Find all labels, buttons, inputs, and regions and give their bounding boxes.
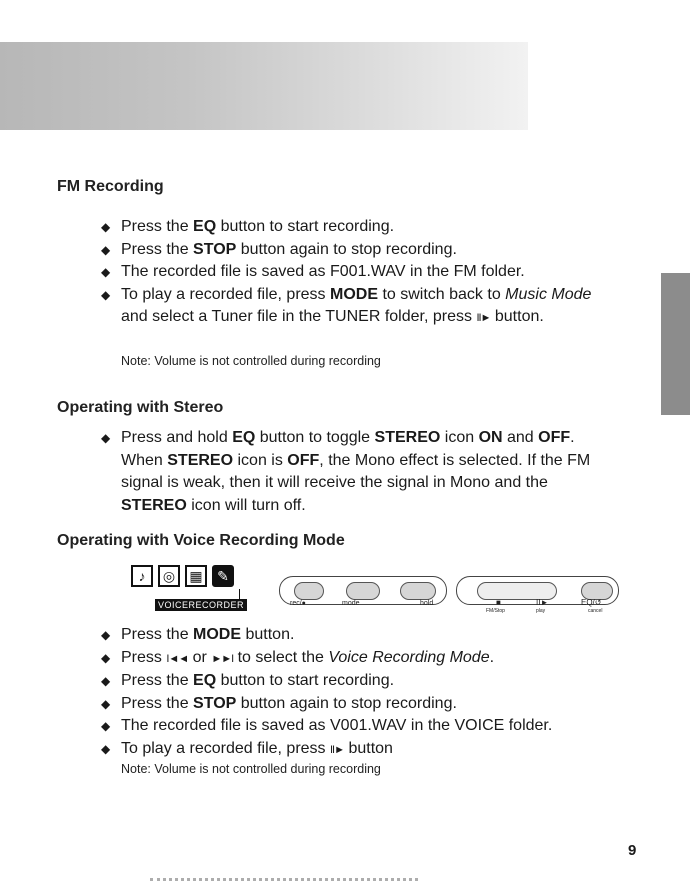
play-pause-icon: II► bbox=[536, 598, 549, 607]
bullet-text: and bbox=[502, 429, 539, 446]
voice-recording-note: Note: Volume is not controlled during recording bbox=[121, 762, 381, 776]
bullet-text: . When bbox=[121, 429, 575, 469]
bullet-item bbox=[101, 715, 641, 738]
music-note-icon: ♪ bbox=[131, 565, 153, 587]
bullet-text: OFF bbox=[538, 429, 571, 446]
hold-switch[interactable] bbox=[400, 582, 436, 600]
bullet-text: MODE bbox=[193, 626, 242, 643]
bullet-text: Press the bbox=[121, 240, 194, 258]
bullet-text: Press the bbox=[121, 218, 194, 235]
side-tab bbox=[661, 273, 690, 415]
bullet-text: button. bbox=[241, 626, 295, 643]
bullet-text: button again to stop recording. bbox=[236, 694, 457, 712]
bullet-text: to switch back to bbox=[378, 285, 506, 303]
page-number: 9 bbox=[628, 842, 637, 859]
bullet-item bbox=[101, 738, 641, 762]
rec-button[interactable] bbox=[294, 582, 324, 600]
bullet-item bbox=[101, 284, 621, 330]
bullet-text: Press the bbox=[121, 626, 194, 643]
bullet-text: Press and hold bbox=[121, 429, 233, 446]
voice-recording-list bbox=[101, 624, 641, 761]
play-label: play bbox=[536, 608, 546, 614]
bullet-item bbox=[101, 239, 621, 262]
bullet-text: . bbox=[489, 648, 495, 666]
bullet-text: button. bbox=[490, 308, 544, 325]
section-title-fm-recording: FM Recording bbox=[57, 178, 164, 195]
bullet-text: Press bbox=[121, 648, 167, 666]
hold-label: hold bbox=[420, 600, 434, 607]
bullet-text: EQ bbox=[193, 672, 217, 689]
mode-button[interactable] bbox=[346, 582, 380, 600]
bullet-text: STEREO bbox=[167, 451, 234, 469]
mode-label: mode bbox=[342, 600, 360, 607]
bullet-text: icon is bbox=[233, 451, 288, 469]
eq-label: EQ/↺ bbox=[581, 598, 602, 607]
bullet-text: The recorded file is saved as V001.WAV in the VOICE folder. bbox=[121, 717, 553, 734]
bullet-text: , the Mono effect is selected. If the FM signal is weak, then it will receive the signal in Mono and the bbox=[121, 451, 591, 491]
bullet-item bbox=[101, 427, 606, 517]
bullet-text: The recorded file is saved as F001.WAV in the FM folder. bbox=[121, 263, 525, 280]
section-title-stereo: Operating with Stereo bbox=[57, 399, 224, 416]
bullet-text: STEREO bbox=[121, 496, 187, 514]
mode-icons bbox=[131, 565, 234, 587]
rec-label: rec/● bbox=[290, 600, 306, 607]
bullet-text: MODE bbox=[330, 285, 378, 303]
bullet-text: ON bbox=[478, 429, 503, 446]
bullet-text: button to toggle bbox=[255, 429, 375, 446]
fm-stop-label: FM/Stop bbox=[486, 608, 505, 614]
fm-recording-note: Note: Volume is not controlled during recording bbox=[121, 354, 381, 368]
bullet-text: to select the bbox=[233, 648, 329, 666]
bullet-text: To play a recorded file, press bbox=[121, 739, 330, 757]
bullet-text: OFF bbox=[287, 451, 320, 469]
header-band bbox=[0, 42, 528, 130]
stop-icon: ■ bbox=[496, 598, 501, 607]
bullet-text: STOP bbox=[193, 240, 237, 258]
button-glyph: II► bbox=[330, 743, 344, 756]
bullet-text: STOP bbox=[193, 694, 237, 712]
bullet-item bbox=[101, 216, 621, 239]
button-glyph: ►►I bbox=[211, 652, 234, 665]
bullet-item bbox=[101, 624, 641, 647]
voice-recorder-label: VOICERECORDER bbox=[155, 599, 247, 611]
bullet-text: button again to stop recording. bbox=[236, 240, 457, 258]
bullet-item bbox=[101, 261, 621, 284]
stereo-list bbox=[101, 427, 606, 517]
bullet-text: EQ bbox=[232, 429, 256, 446]
bullet-text: icon will turn off. bbox=[186, 496, 306, 514]
bullet-text: or bbox=[188, 648, 212, 666]
bullet-text: Press the bbox=[121, 672, 194, 689]
calendar-icon: ▦ bbox=[185, 565, 207, 587]
bullet-item bbox=[101, 670, 641, 693]
button-glyph: I◄◄ bbox=[166, 652, 189, 665]
bullet-item bbox=[101, 647, 641, 671]
bullet-text: EQ bbox=[193, 218, 217, 235]
fm-recording-list bbox=[101, 216, 621, 330]
bullet-item bbox=[101, 693, 641, 716]
tuner-icon: ◎ bbox=[158, 565, 180, 587]
microphone-icon: ✎ bbox=[212, 565, 234, 587]
bullet-text: icon bbox=[440, 429, 479, 446]
bullet-text: button bbox=[344, 739, 393, 757]
button-glyph: II► bbox=[476, 312, 491, 324]
bullet-text: and select a Tuner file in the TUNER folder, press bbox=[121, 308, 477, 325]
cancel-label: cancel bbox=[588, 608, 603, 614]
section-title-voice: Operating with Voice Recording Mode bbox=[57, 532, 345, 549]
bullet-text: button to start recording. bbox=[216, 672, 395, 689]
bullet-text: button to start recording. bbox=[216, 218, 395, 235]
bullet-text: Press the bbox=[121, 694, 194, 712]
bullet-text: Music Mode bbox=[505, 285, 592, 303]
bullet-text: STEREO bbox=[374, 429, 441, 446]
bullet-text: To play a recorded file, press bbox=[121, 285, 330, 303]
bullet-text: Voice Recording Mode bbox=[328, 648, 490, 666]
